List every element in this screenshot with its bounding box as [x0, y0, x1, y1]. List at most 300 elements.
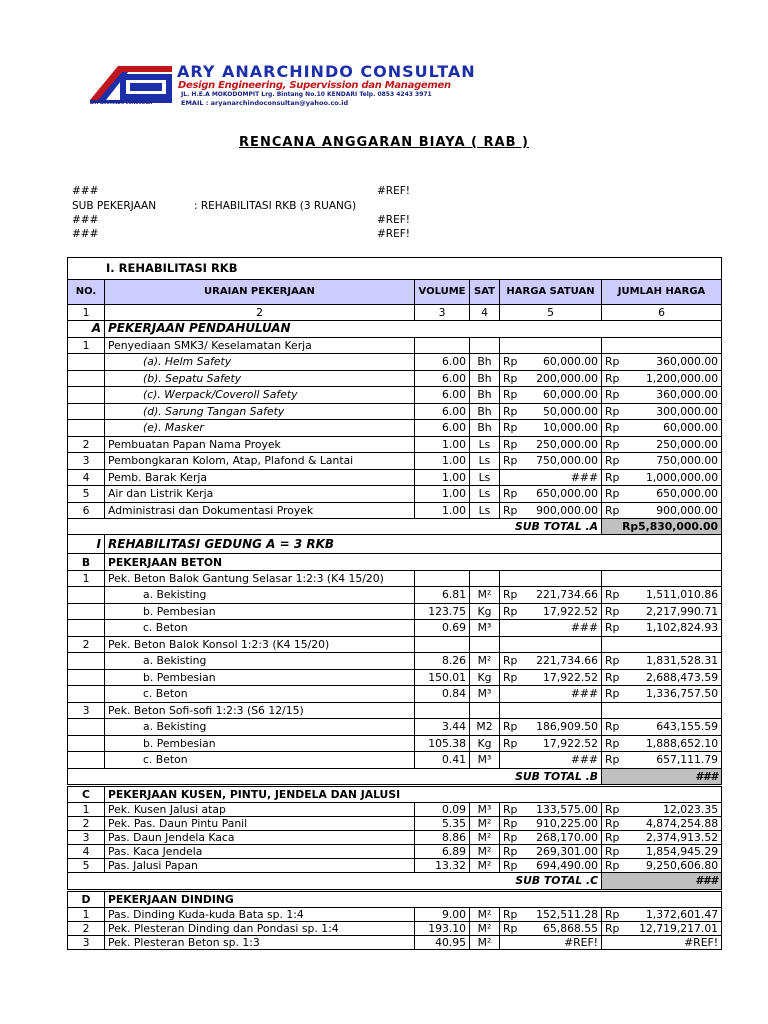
harga-wrap: [503, 487, 598, 500]
table-row: [68, 686, 722, 703]
cell-sat: Ls: [470, 486, 500, 503]
cell-volume: 6.00: [415, 354, 470, 371]
cell-harga-satuan: [500, 831, 602, 845]
jumlah-wrap: [605, 471, 718, 484]
table-row: [68, 502, 722, 519]
section-a-code: A: [68, 321, 105, 337]
info-row1-left: ###: [72, 185, 99, 197]
jumlah-currency: Rp: [605, 736, 620, 750]
cell-uraian: Pembongkaran Kolom, Atap, Plafond & Lantai: [105, 453, 415, 470]
cell-no: 3: [68, 453, 105, 470]
column-number-row: [68, 305, 722, 321]
jumlah-wrap: [605, 355, 718, 368]
jumlah-wrap: [605, 845, 718, 858]
cell-volume: 1.00: [415, 469, 470, 486]
jumlah-amount: 250,000.00: [656, 437, 719, 451]
cell-jumlah-harga: [602, 403, 722, 420]
col-number-3: 3: [415, 305, 470, 321]
cell-no: [68, 603, 105, 620]
cell-jumlah-harga: [602, 817, 722, 831]
section-c-title: PEKERJAAN KUSEN, PINTU, JENDELA DAN JALUSI: [105, 785, 722, 802]
cell-sat: M²: [470, 817, 500, 831]
table-row: [68, 354, 722, 371]
cell-no: [68, 719, 105, 736]
cell-volume: 0.84: [415, 686, 470, 703]
cell-sat: M³: [470, 752, 500, 769]
table-header-row: [68, 280, 722, 305]
jumlah-currency: Rp: [605, 720, 620, 734]
cell-harga-satuan: [500, 403, 602, 420]
cell-volume: [415, 636, 470, 653]
table-row: [68, 636, 722, 653]
cell-no: 6: [68, 502, 105, 519]
cell-uraian: Pas. Jalusi Papan: [105, 859, 415, 873]
subtotal-a-row: [68, 519, 722, 535]
cell-volume: 6.00: [415, 420, 470, 437]
cell-volume: 6.00: [415, 370, 470, 387]
cell-sat: Bh: [470, 370, 500, 387]
cell-sat: Kg: [470, 735, 500, 752]
jumlah-amount: 300,000.00: [656, 404, 719, 418]
cell-uraian: c. Beton: [105, 686, 415, 703]
cell-sat: [470, 570, 500, 587]
jumlah-wrap: [605, 421, 718, 434]
jumlah-wrap: [605, 831, 718, 844]
cell-sat: Kg: [470, 669, 500, 686]
cell-no: [68, 370, 105, 387]
cell-sat: M²: [470, 907, 500, 921]
cell-jumlah-harga: [602, 686, 722, 703]
table-row: [68, 752, 722, 769]
cell-jumlah-harga: [602, 845, 722, 859]
jumlah-currency: Rp: [605, 621, 620, 635]
jumlah-wrap: [605, 372, 718, 385]
cell-no: 4: [68, 845, 105, 859]
table-row: [68, 603, 722, 620]
table-row: [68, 453, 722, 470]
jumlah-wrap: [605, 671, 718, 684]
header-volume: VOLUME: [415, 280, 470, 305]
harga-wrap: [503, 737, 598, 750]
jumlah-amount: 360,000.00: [656, 355, 719, 369]
harga-amount: 900,000.00: [536, 503, 598, 517]
cell-jumlah-harga: [602, 420, 722, 437]
cell-volume: 105.38: [415, 735, 470, 752]
subtotal-b-value: ###: [602, 768, 722, 785]
cell-jumlah-harga: [602, 752, 722, 769]
cell-jumlah-harga: [602, 502, 722, 519]
col-number-4: 4: [470, 305, 500, 321]
cell-volume: 0.41: [415, 752, 470, 769]
section-b-row: [68, 554, 722, 570]
cell-no: [68, 354, 105, 371]
table-row: [68, 907, 722, 921]
harga-wrap: [503, 908, 598, 921]
cell-sat: Bh: [470, 387, 500, 404]
harga-currency: Rp: [503, 803, 518, 817]
cell-harga-satuan: [500, 603, 602, 620]
cell-no: [68, 587, 105, 604]
cell-uraian: Pek. Pas. Daun Pintu Panil: [105, 817, 415, 831]
cell-harga-satuan: [500, 669, 602, 686]
col-number-6: 6: [602, 305, 722, 321]
cell-jumlah-harga: [602, 735, 722, 752]
cell-jumlah-harga: [602, 603, 722, 620]
cell-sat: [470, 636, 500, 653]
jumlah-amount: 360,000.00: [656, 388, 719, 402]
cell-harga-satuan: [500, 845, 602, 859]
harga-wrap: [503, 438, 598, 451]
cell-sat: M³: [470, 686, 500, 703]
cell-jumlah-harga: [602, 831, 722, 845]
jumlah-currency: Rp: [605, 654, 620, 668]
subtotal-c-row: [68, 873, 722, 890]
cell-jumlah-harga: [602, 935, 722, 949]
harga-wrap: [503, 504, 598, 517]
jumlah-wrap: [605, 487, 718, 500]
table-row: [68, 935, 722, 949]
cell-harga-satuan: [500, 935, 602, 949]
rab-table: [67, 257, 722, 950]
table-row: [68, 845, 722, 859]
jumlah-amount: 2,374,913.52: [645, 831, 719, 845]
jumlah-amount: 643,155.59: [656, 720, 719, 734]
jumlah-currency: Rp: [605, 859, 620, 873]
jumlah-wrap: [605, 588, 718, 601]
cell-uraian: (c). Werpack/Coveroll Safety: [105, 387, 415, 404]
cell-uraian: a. Bekisting: [105, 587, 415, 604]
cell-harga-satuan: [500, 420, 602, 437]
jumlah-currency: Rp: [605, 817, 620, 831]
harga-wrap: [503, 817, 598, 830]
info-sub-label: SUB PEKERJAAN: [72, 200, 157, 212]
jumlah-wrap: [605, 817, 718, 830]
jumlah-wrap: [605, 753, 718, 766]
cell-uraian: Pemb. Barak Kerja: [105, 469, 415, 486]
cell-harga-satuan: [500, 803, 602, 817]
cell-jumlah-harga: [602, 620, 722, 637]
jumlah-amount: #REF!: [684, 935, 719, 949]
cell-uraian: (a). Helm Safety: [105, 354, 415, 371]
cell-no: 3: [68, 702, 105, 719]
cell-volume: [415, 702, 470, 719]
section-a-row: [68, 321, 722, 337]
harga-wrap: [503, 621, 598, 634]
cell-sat: M²: [470, 921, 500, 935]
info-row4-left: ###: [72, 228, 99, 240]
cell-harga-satuan: [500, 636, 602, 653]
cell-sat: Kg: [470, 603, 500, 620]
cell-volume: 6.00: [415, 403, 470, 420]
harga-wrap: [503, 605, 598, 618]
cell-sat: Bh: [470, 420, 500, 437]
jumlah-amount: 1,888,652.10: [645, 736, 719, 750]
document-title: [0, 135, 768, 150]
cell-uraian: Pek. Beton Balok Konsol 1:2:3 (K4 15/20): [105, 636, 415, 653]
harga-wrap: [503, 372, 598, 385]
section-a-title: PEKERJAAN PENDAHULUAN: [105, 321, 722, 337]
cell-no: 2: [68, 921, 105, 935]
table-row: [68, 653, 722, 670]
harga-currency: Rp: [503, 355, 518, 369]
jumlah-amount: 4,874,254.88: [645, 817, 719, 831]
cell-harga-satuan: [500, 486, 602, 503]
harga-amount: 50,000.00: [543, 404, 598, 418]
cell-jumlah-harga: [602, 636, 722, 653]
harga-amount: 694,490.00: [536, 859, 598, 873]
section-d-row: [68, 890, 722, 907]
cell-no: 2: [68, 636, 105, 653]
harga-wrap: [503, 654, 598, 667]
section-title: I. REHABILITASI RKB: [68, 258, 722, 280]
cell-sat: Bh: [470, 403, 500, 420]
cell-volume: 8.86: [415, 831, 470, 845]
harga-currency: Rp: [503, 817, 518, 831]
cell-no: [68, 669, 105, 686]
table-row: [68, 436, 722, 453]
harga-amount: 750,000.00: [536, 454, 598, 468]
harga-currency: Rp: [503, 859, 518, 873]
jumlah-currency: Rp: [605, 803, 620, 817]
cell-harga-satuan: [500, 337, 602, 354]
cell-uraian: Pembuatan Papan Nama Proyek: [105, 436, 415, 453]
harga-amount: ###: [570, 753, 598, 767]
harga-currency: Rp: [503, 404, 518, 418]
cell-no: 1: [68, 570, 105, 587]
info-row3-left: ###: [72, 214, 99, 226]
jumlah-currency: Rp: [605, 355, 620, 369]
harga-wrap: [503, 355, 598, 368]
jumlah-amount: 1,831,528.31: [645, 654, 719, 668]
cell-uraian: b. Pembesian: [105, 735, 415, 752]
harga-amount: 152,511.28: [536, 907, 598, 921]
harga-wrap: [503, 421, 598, 434]
table-row: [68, 370, 722, 387]
cell-sat: Ls: [470, 469, 500, 486]
jumlah-amount: 1,102,824.93: [645, 621, 719, 635]
table-row: [68, 486, 722, 503]
cell-no: [68, 752, 105, 769]
jumlah-amount: 1,336,757.50: [645, 687, 719, 701]
jumlah-wrap: [605, 454, 718, 467]
harga-currency: Rp: [503, 670, 518, 684]
cell-no: [68, 387, 105, 404]
jumlah-currency: Rp: [605, 503, 620, 517]
cell-sat: Bh: [470, 354, 500, 371]
harga-wrap: [503, 831, 598, 844]
jumlah-amount: 2,217,990.71: [645, 604, 719, 618]
subtotal-b-group: [68, 768, 722, 803]
harga-amount: 60,000.00: [543, 388, 598, 402]
subtotal-a-label: SUB TOTAL .A: [68, 519, 602, 535]
cell-volume: 6.81: [415, 587, 470, 604]
cell-jumlah-harga: [602, 354, 722, 371]
harga-wrap: [503, 471, 598, 484]
company-email: EMAIL : aryanarchindoconsultan@yahoo.co.id: [181, 99, 349, 107]
section-i-title: REHABILITASI GEDUNG A = 3 RKB: [105, 535, 722, 554]
cell-harga-satuan: [500, 587, 602, 604]
harga-currency: Rp: [503, 503, 518, 517]
harga-wrap: [503, 936, 598, 949]
cell-harga-satuan: [500, 354, 602, 371]
cell-uraian: (b). Sepatu Safety: [105, 370, 415, 387]
cell-no: 3: [68, 831, 105, 845]
jumlah-currency: Rp: [605, 687, 620, 701]
cell-volume: 193.10: [415, 921, 470, 935]
jumlah-wrap: [605, 908, 718, 921]
subtotal-b-row: [68, 768, 722, 785]
info-row3-right: #REF!: [377, 214, 410, 226]
section-b-title: PEKERJAAN BETON: [105, 554, 722, 570]
harga-currency: Rp: [503, 831, 518, 845]
cell-harga-satuan: [500, 686, 602, 703]
jumlah-amount: 12,023.35: [663, 803, 719, 817]
jumlah-amount: 900,000.00: [656, 503, 719, 517]
cell-volume: 0.09: [415, 803, 470, 817]
harga-wrap: [503, 720, 598, 733]
col-number-1: 1: [68, 305, 105, 321]
cell-uraian: Pek. Plesteran Beton sp. 1:3: [105, 935, 415, 949]
cell-uraian: Pas. Kaca Jendela: [105, 845, 415, 859]
cell-uraian: a. Bekisting: [105, 719, 415, 736]
jumlah-currency: Rp: [605, 470, 620, 484]
harga-wrap: [503, 388, 598, 401]
cell-uraian: c. Beton: [105, 752, 415, 769]
cell-sat: Ls: [470, 502, 500, 519]
jumlah-wrap: [605, 859, 718, 872]
table-row: [68, 620, 722, 637]
jumlah-wrap: [605, 737, 718, 750]
cell-volume: 1.00: [415, 486, 470, 503]
cell-no: [68, 653, 105, 670]
header-harga-satuan: HARGA SATUAN: [500, 280, 602, 305]
jumlah-wrap: [605, 438, 718, 451]
cell-sat: M²: [470, 845, 500, 859]
cell-harga-satuan: [500, 719, 602, 736]
cell-uraian: (e). Masker: [105, 420, 415, 437]
cell-volume: 40.95: [415, 935, 470, 949]
harga-wrap: [503, 454, 598, 467]
cell-harga-satuan: [500, 436, 602, 453]
cell-jumlah-harga: [602, 436, 722, 453]
cell-volume: 13.32: [415, 859, 470, 873]
jumlah-currency: Rp: [605, 437, 620, 451]
cell-volume: 9.00: [415, 907, 470, 921]
table-row: [68, 669, 722, 686]
jumlah-wrap: [605, 605, 718, 618]
cell-volume: 123.75: [415, 603, 470, 620]
cell-harga-satuan: [500, 702, 602, 719]
table-row: [68, 803, 722, 817]
cell-jumlah-harga: [602, 702, 722, 719]
cell-jumlah-harga: [602, 387, 722, 404]
jumlah-wrap: [605, 936, 718, 949]
cell-no: [68, 620, 105, 637]
cell-no: 2: [68, 436, 105, 453]
cell-volume: [415, 337, 470, 354]
section-d-code: D: [68, 890, 105, 907]
col-number-2: 2: [105, 305, 415, 321]
cell-no: 5: [68, 859, 105, 873]
cell-harga-satuan: [500, 921, 602, 935]
harga-amount: 221,734.66: [536, 654, 598, 668]
cell-jumlah-harga: [602, 907, 722, 921]
cell-harga-satuan: [500, 370, 602, 387]
cell-no: 2: [68, 817, 105, 831]
company-name: ARY ANARCHINDO CONSULTAN: [177, 62, 476, 81]
harga-amount: #REF!: [564, 935, 598, 949]
cell-volume: 6.00: [415, 387, 470, 404]
cell-sat: M³: [470, 620, 500, 637]
subtotal-c-label: SUB TOTAL .C: [68, 873, 602, 890]
cell-harga-satuan: [500, 752, 602, 769]
harga-amount: 17,922.52: [543, 670, 598, 684]
cell-jumlah-harga: [602, 669, 722, 686]
cell-uraian: Penyediaan SMK3/ Keselamatan Kerja: [105, 337, 415, 354]
cell-no: 3: [68, 935, 105, 949]
cell-jumlah-harga: [602, 469, 722, 486]
harga-currency: Rp: [503, 736, 518, 750]
harga-amount: 10,000.00: [543, 421, 598, 435]
cell-jumlah-harga: [602, 337, 722, 354]
section-b-code: B: [68, 554, 105, 570]
table-row: [68, 403, 722, 420]
subtotal-a-group: [68, 519, 722, 571]
cell-no: [68, 403, 105, 420]
table-row: [68, 859, 722, 873]
harga-currency: Rp: [503, 588, 518, 602]
jumlah-currency: Rp: [605, 388, 620, 402]
cell-no: [68, 686, 105, 703]
cell-jumlah-harga: [602, 570, 722, 587]
info-sub-value: : REHABILITASI RKB (3 RUANG): [194, 200, 357, 212]
section-i-row: [68, 535, 722, 554]
table-row: [68, 817, 722, 831]
info-row4-right: #REF!: [377, 228, 410, 240]
cell-no: [68, 735, 105, 752]
cell-jumlah-harga: [602, 719, 722, 736]
cell-jumlah-harga: [602, 486, 722, 503]
header-uraian: URAIAN PEKERJAAN: [105, 280, 415, 305]
harga-wrap: [503, 687, 598, 700]
cell-uraian: (d). Sarung Tangan Safety: [105, 403, 415, 420]
harga-amount: 60,000.00: [543, 355, 598, 369]
cell-sat: [470, 337, 500, 354]
table-row: [68, 587, 722, 604]
info-row1-right: #REF!: [377, 185, 410, 197]
cell-sat: M²: [470, 587, 500, 604]
section-c-code: C: [68, 785, 105, 802]
jumlah-currency: Rp: [605, 753, 620, 767]
cell-harga-satuan: [500, 859, 602, 873]
jumlah-currency: Rp: [605, 907, 620, 921]
cell-jumlah-harga: [602, 921, 722, 935]
cell-jumlah-harga: [602, 859, 722, 873]
harga-currency: Rp: [503, 921, 518, 935]
harga-amount: 221,734.66: [536, 588, 598, 602]
section-title-row: [68, 258, 722, 280]
header-no: NO.: [68, 280, 105, 305]
harga-currency: Rp: [503, 454, 518, 468]
cell-sat: Ls: [470, 453, 500, 470]
cell-uraian: Pek. Beton Sofi-sofi 1:2:3 (S6 12/15): [105, 702, 415, 719]
cell-harga-satuan: [500, 453, 602, 470]
jumlah-wrap: [605, 388, 718, 401]
table-row: [68, 735, 722, 752]
table-row: [68, 921, 722, 935]
table-row: [68, 420, 722, 437]
harga-amount: 910,225.00: [536, 817, 598, 831]
